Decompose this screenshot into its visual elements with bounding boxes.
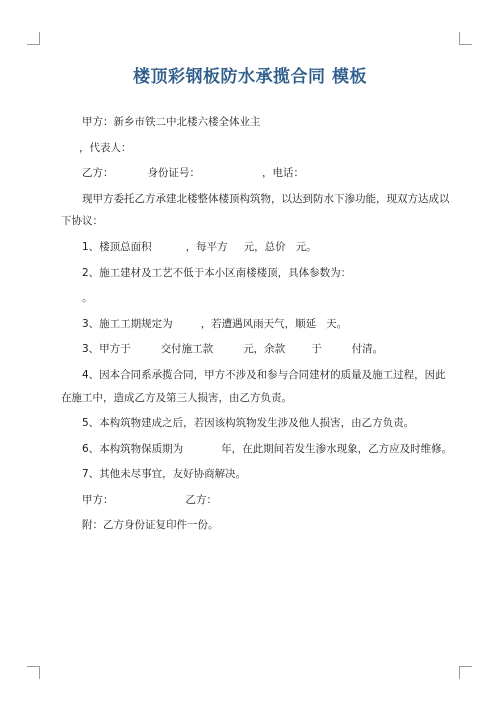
clause-3-period: 3、施工工期规定为 (82, 318, 173, 330)
intro-line-1: 现甲方委托乙方承建北楼整体楼顶构筑物，以达到防水下渗功能，现双方达成以 (82, 193, 450, 205)
clause-4-b: 交付施工款 (160, 343, 214, 355)
clause-1-area: 1、楼顶总面积 (82, 241, 152, 253)
clause-2-end: 。 (82, 292, 93, 304)
sign-party-b: 乙方： (185, 494, 217, 506)
clause-1-end: 元。 (295, 241, 317, 253)
crop-mark-top-left (27, 32, 40, 45)
clause-4-a: 3、甲方于 (82, 343, 131, 355)
crop-mark-top-right (459, 32, 472, 45)
party-b-label: 乙方： (82, 167, 114, 179)
clause-4 (82, 342, 383, 356)
crop-mark-bottom-left (27, 666, 40, 679)
party-b-line (82, 166, 304, 180)
party-a-line: 甲方：新乡市铁二中北楼六楼全体业主 (82, 116, 261, 128)
clause-1-total: 元，总价 (243, 241, 286, 253)
clause-3-delay: ，若遭遇风雨天气，顺延 (200, 318, 317, 330)
clause-4-e: 付清。 (351, 343, 384, 355)
sign-party-a: 甲方： (82, 494, 114, 506)
crop-mark-bottom-right (459, 666, 472, 679)
clause-7-period: 6、本构筑物保质期为 (82, 443, 184, 455)
clause-4-d: 于 (311, 343, 322, 355)
clause-5-line-2: 在施工中，造成乙方及第三人损害，由乙方负责。 (61, 392, 292, 404)
clause-8: 7、其他未尽事宜，友好协商解决。 (82, 468, 247, 480)
clause-6: 5、本构筑物建成之后，若因该构筑物发生涉及他人损害，由乙方负责。 (82, 417, 415, 429)
clause-7-rest: 年，在此期间若发生渗水现象，乙方应及时维修。 (221, 443, 453, 455)
clause-1-unit-price: ，每平方 (185, 241, 228, 253)
signature-line (82, 493, 217, 507)
clause-3 (82, 317, 347, 331)
clause-1 (82, 240, 317, 254)
representative-line: ，代表人： (79, 142, 132, 154)
clause-4-c: 元，余款 (243, 343, 286, 355)
document-title: 楼顶彩钢板防水承揽合同 模板 (133, 67, 367, 87)
intro-line-2: 下协议： (61, 215, 103, 227)
attachment-note: 附：乙方身份证复印件一份。 (82, 519, 219, 531)
clause-2: 2、施工建材及工艺不低于本小区南楼楼顶，具体参数为： (82, 267, 352, 279)
clause-5-line-1: 4、因本合同系承揽合同，甲方不涉及和参与合同建材的质量及施工过程，因此 (82, 369, 446, 381)
phone-label: ，电话： (262, 167, 304, 179)
id-label: 身份证号： (147, 167, 200, 179)
clause-3-end: 天。 (326, 318, 348, 330)
clause-7 (82, 442, 452, 456)
